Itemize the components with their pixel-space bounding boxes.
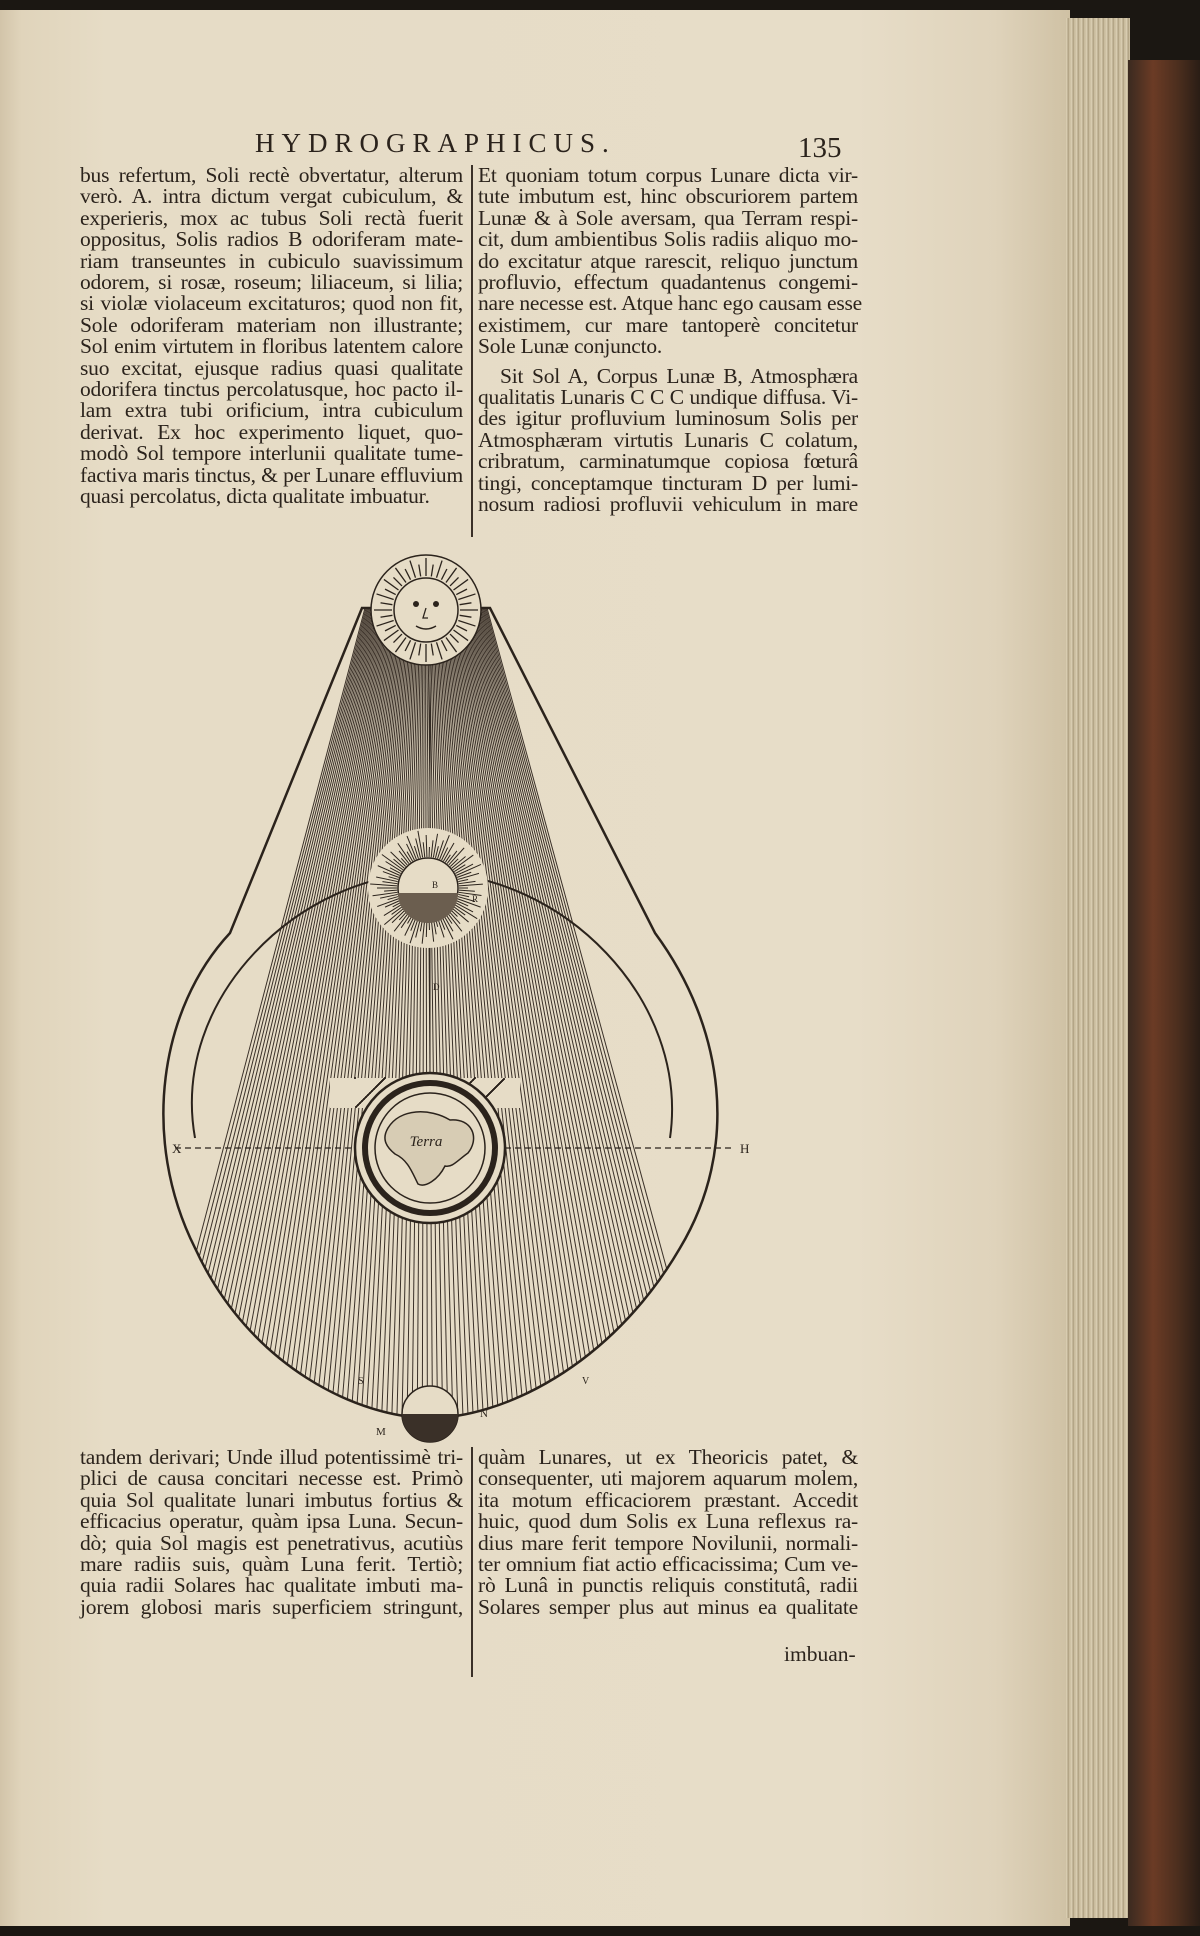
text-line: nosum radiosi profluvii vehiculum in mare	[478, 492, 858, 517]
moon-icon	[368, 828, 488, 948]
page-number: 135	[798, 132, 842, 164]
text-line: verò. A. intra dictum vergat cubiculum, &	[80, 184, 463, 209]
text-line: des igitur profluvium luminosum Solis per	[478, 406, 858, 431]
text-line: Atmosphæram virtutis Lunaris C colatum,	[478, 427, 858, 452]
label-f: F	[427, 1402, 433, 1413]
text-line: do excitatur atque rarescit, reliquo junctum	[478, 248, 858, 273]
text-column-bottom-right	[478, 1447, 858, 1618]
text-line: consequenter, uti majorem aquarum molem,	[478, 1466, 858, 1491]
catchword: imbuan-	[784, 1642, 856, 1666]
text-line: Lunæ & à Sole aversam, qua Terram respi-	[478, 205, 858, 230]
text-line: profluvio, effectum quadantenus congemi-	[478, 270, 858, 295]
text-column-bottom-left	[80, 1447, 463, 1618]
text-line: quasi percolatus, dicta qualitate imbuatur.	[80, 484, 430, 509]
paragraph-1	[478, 163, 863, 359]
text-line: Solares semper plus aut minus ea qualitate	[478, 1594, 858, 1619]
text-line: dius mare ferit tempore Novilunii, normali-	[478, 1530, 858, 1555]
text-line: jorem globosi maris superficiem stringunt,	[80, 1594, 463, 1619]
text-line: tingi, conceptamque tincturam D per lumi-	[478, 470, 858, 495]
text-line: nare necesse est. Atque hanc ego causam esse	[478, 291, 863, 316]
text-line: si violæ violaceum excitaturos; quod non fit,	[80, 291, 463, 316]
text-line: quàm Lunares, ut ex Theoricis patet, &	[478, 1445, 858, 1469]
new-moon-icon	[402, 1386, 458, 1442]
text-line: Sit Sol A, Corpus Lunæ B, Atmosphæra	[500, 363, 858, 388]
label-v: V	[582, 1376, 590, 1387]
label-n: N	[480, 1408, 488, 1420]
label-d: D	[433, 982, 440, 992]
label-x: X	[172, 1141, 182, 1156]
text-line: experieris, mox ac tubus Soli rectà fuerit	[80, 205, 463, 230]
earth-label: Terra	[409, 1134, 443, 1150]
text-column-top-left	[80, 165, 463, 508]
label-r: R	[472, 894, 479, 904]
text-line: qualitatis Lunaris C C C undique diffusa. Vi-	[478, 385, 858, 410]
label-b: B	[432, 880, 439, 890]
text-line: suo excitat, ejusque radius quasi qualitate	[80, 355, 463, 380]
column-rule-top	[471, 165, 473, 537]
text-line: bus refertum, Soli rectè obvertatur, alterum	[80, 163, 463, 187]
paragraph-2	[478, 363, 858, 517]
text-line: quia Sol qualitate lunari imbutus fortius &	[80, 1487, 463, 1512]
label-m: M	[376, 1426, 386, 1438]
text-line: rò Lunâ in punctis reliquis constitutâ, radii	[478, 1573, 858, 1598]
astronomical-diagram	[172, 548, 755, 1448]
text-line: dò; quia Sol magis est penetrativus, acutiùs	[80, 1530, 463, 1555]
running-title: HYDROGRAPHICUS.	[255, 128, 616, 158]
label-h: H	[740, 1141, 750, 1156]
column-rule-bottom	[471, 1447, 473, 1677]
book-cover	[1128, 60, 1200, 1926]
text-line: Sole odoriferam materiam non illustrante;	[80, 312, 463, 337]
text-line: tute imbutum est, hinc obscuriorem partem	[478, 184, 858, 209]
text-line: derivat. Ex hoc experimento liquet, quo-	[80, 419, 463, 444]
text-line: modò Sol tempore interlunii qualitate tume-	[80, 441, 463, 466]
text-line: Et quoniam totum corpus Lunare dicta vir-	[478, 163, 858, 187]
text-line: ita motum efficaciorem præstant. Accedit	[478, 1487, 858, 1512]
text-column-top-right	[478, 163, 863, 517]
text-line: plici de causa concitari necesse est. Primò	[80, 1466, 463, 1491]
text-line: mare radiis suis, quàm Luna ferit. Tertiò;	[80, 1552, 463, 1577]
text-line: ter omnium fiat actio efficacissima; Cum ve-	[478, 1552, 858, 1577]
text-line: Sol enim virtutem in floribus latentem calore	[80, 334, 463, 359]
text-line: Sole Lunæ conjuncto.	[478, 334, 663, 359]
text-line: efficacius operatur, quàm ipsa Luna. Secun-	[80, 1509, 463, 1534]
text-line: tandem derivari; Unde illud potentissimè tri-	[80, 1445, 463, 1469]
text-line: oppositus, Solis radios B odoriferam mate-	[80, 227, 463, 252]
page-edges	[1065, 18, 1130, 1918]
text-line: cit, dum ambientibus Solis radiis aliquo mo-	[478, 227, 858, 252]
text-line: existimem, cur mare tantoperè concitetur	[478, 312, 858, 337]
label-s: S	[358, 1376, 364, 1387]
text-line: factiva maris tinctus, & per Lunare effluvium	[80, 462, 463, 487]
text-line: odorifera tinctus percolatusque, hoc pacto il-	[80, 377, 463, 402]
text-line: huic, quod dum Solis ex Luna reflexus ra-	[478, 1509, 858, 1534]
text-line: lam extra tubi orificium, intra cubiculum	[80, 398, 463, 423]
text-line: cribratum, carminatumque copiosa fœturâ	[478, 449, 858, 474]
text-line: riam transeuntes in cubiculo suavissimum	[80, 248, 463, 273]
text-line: odorem, si rosæ, roseum; liliaceum, si lilia;	[80, 270, 463, 295]
sun-icon	[371, 555, 481, 665]
text-line: quia radii Solares hac qualitate imbuti ma-	[80, 1573, 463, 1598]
